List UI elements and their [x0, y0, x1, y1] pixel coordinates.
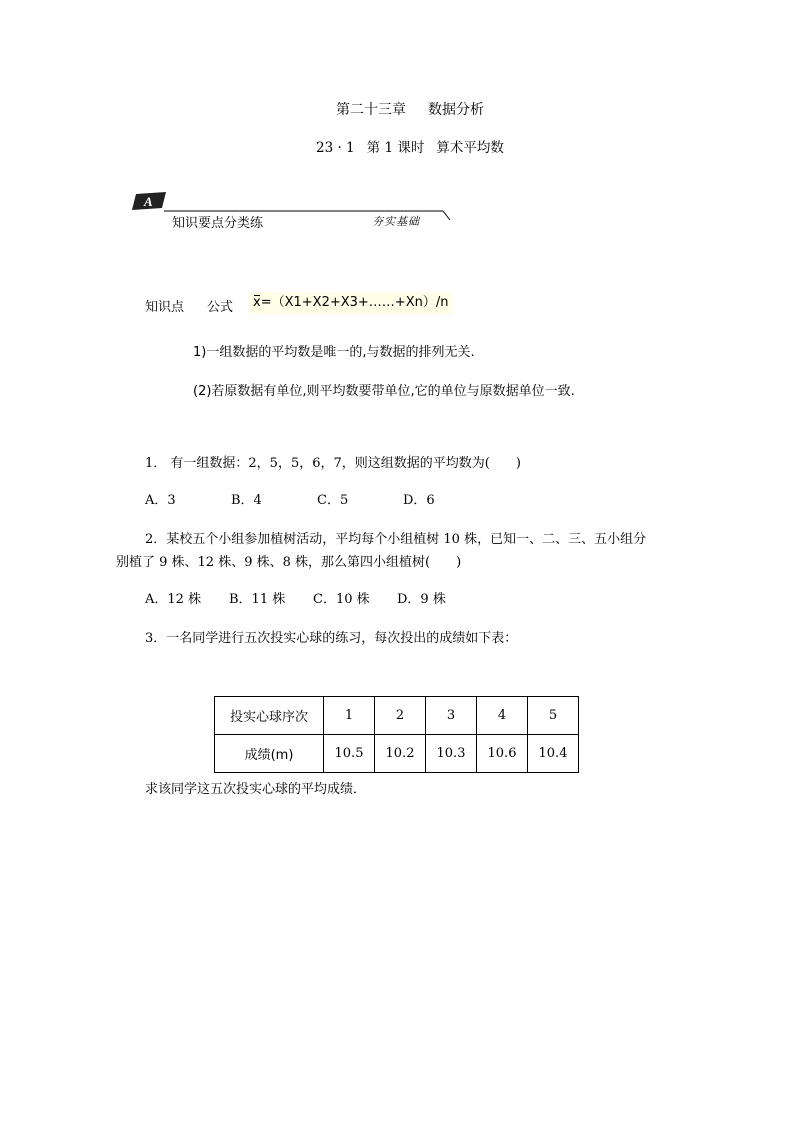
mean-formula	[249, 292, 452, 314]
table-header-cell: 成绩(m)	[215, 735, 324, 773]
chapter-topic: 数据分析	[428, 102, 484, 118]
table-cell: 10.6	[477, 735, 528, 773]
chapter-title	[336, 99, 484, 119]
lesson-number: 23 · 1	[316, 140, 355, 156]
question-1: 1． 有一组数据：2，5，5，6，7，则这组数据的平均数为( )	[145, 456, 521, 471]
table-cell: 10.5	[324, 735, 375, 773]
choice-d: D．6	[403, 493, 435, 508]
choice-d: D．9 株	[397, 592, 446, 607]
question-3-ask: 求该同学这五次投实心球的平均成绩．	[145, 782, 367, 797]
knowledge-label: 知识点	[145, 300, 185, 315]
banner-line-end	[443, 211, 450, 220]
choice-c: C．5	[317, 493, 349, 508]
question-2: 2．某校五个小组参加植树活动，平均每个小组植树 10 株，已知一、二、三、五小组分	[145, 532, 647, 547]
lesson-topic: 算术平均数	[436, 140, 504, 156]
table-cell: 4	[477, 697, 528, 735]
choice-b: B．11 株	[229, 592, 286, 607]
formula-body: =（X1+X2+X3+……+Xn）/n	[260, 295, 449, 310]
table-cell: 10.3	[426, 735, 477, 773]
table-row	[215, 697, 579, 735]
question-2-continuation: 别植了 9 株、12 株、9 株、8 株，那么第四小组植树( )	[116, 555, 462, 570]
table-row	[215, 735, 579, 773]
knowledge-note: 1)一组数据的平均数是唯一的,与数据的排列无关.	[193, 345, 475, 360]
section-label: 知识要点分类练	[172, 216, 264, 231]
formula-label: 公式	[207, 300, 234, 315]
lesson-period: 第 1 课时	[366, 140, 425, 156]
chapter-number: 第二十三章	[336, 102, 406, 118]
question-2-choices	[145, 588, 481, 607]
choice-a: A．3	[145, 493, 176, 508]
table-cell: 3	[426, 697, 477, 735]
table-cell: 1	[324, 697, 375, 735]
table-header-cell: 投实心球序次	[215, 697, 324, 735]
table-cell: 10.2	[375, 735, 426, 773]
question-1-choices	[145, 489, 489, 508]
choice-a: A．12 株	[145, 592, 202, 607]
choice-c: C．10 株	[313, 592, 370, 607]
table-cell: 5	[528, 697, 579, 735]
choice-b: B．4	[231, 493, 262, 508]
table-cell: 2	[375, 697, 426, 735]
x-bar-symbol: x	[253, 292, 261, 314]
section-tag: 夯实基础	[372, 215, 420, 228]
question-3: 3．一名同学进行五次投实心球的练习，每次投出的成绩如下表：	[145, 631, 518, 646]
badge-letter: A	[144, 194, 153, 209]
lesson-title	[316, 136, 504, 156]
table-cell: 10.4	[528, 735, 579, 773]
knowledge-note: (2)若原数据有单位,则平均数要带单位,它的单位与原数据单位一致.	[193, 384, 575, 399]
score-table	[214, 696, 579, 773]
